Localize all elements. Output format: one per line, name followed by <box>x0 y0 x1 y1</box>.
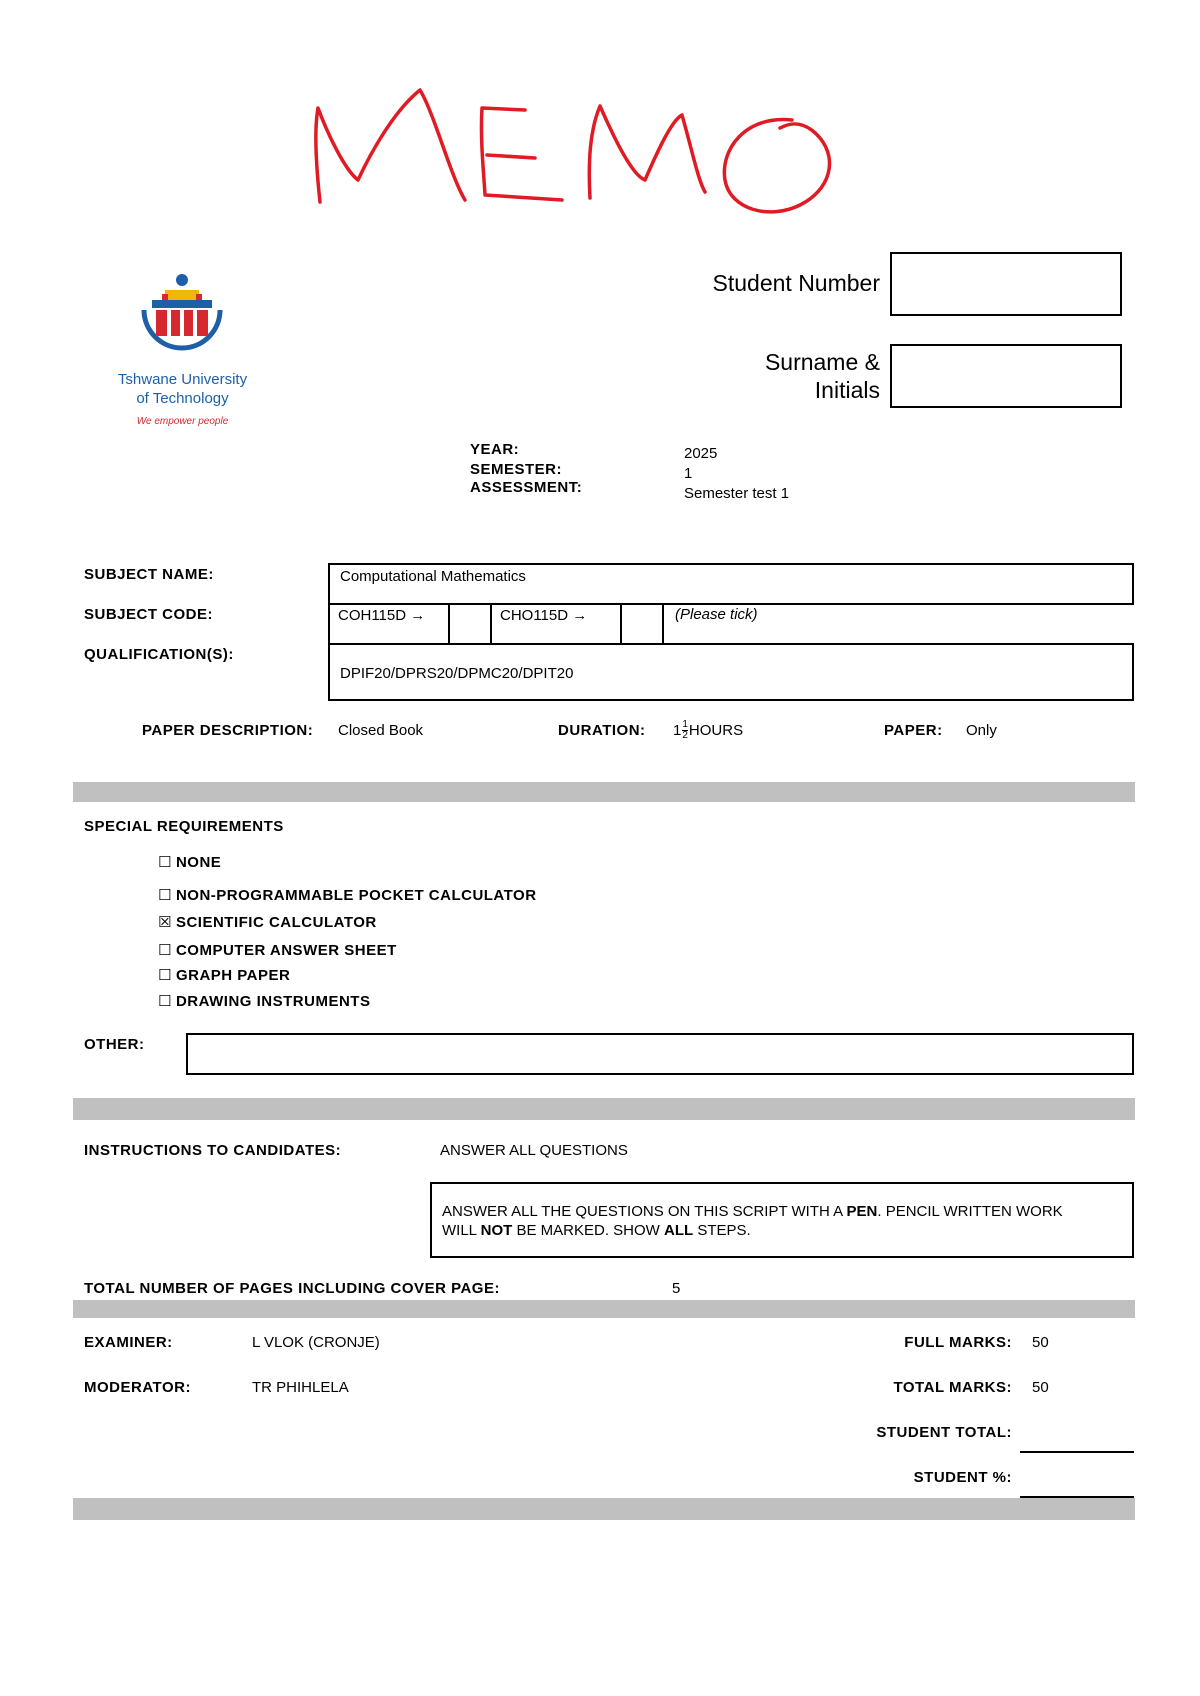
instructions-pen: PEN <box>846 1203 878 1220</box>
divider-bar-1 <box>73 782 1135 802</box>
assessment-label: ASSESSMENT: <box>470 479 583 496</box>
surname-label <box>640 348 880 404</box>
instructions-part5: STEPS. <box>693 1222 751 1239</box>
duration-value <box>673 720 743 741</box>
logo-emblem <box>132 270 232 362</box>
divider-bar-3 <box>73 1300 1135 1318</box>
requirement-item[interactable] <box>158 886 537 904</box>
instructions-box <box>430 1182 1134 1258</box>
instructions-label: INSTRUCTIONS TO CANDIDATES: <box>84 1142 342 1159</box>
requirement-item[interactable] <box>158 966 290 984</box>
special-requirements-title: SPECIAL REQUIREMENTS <box>84 818 284 835</box>
requirement-label: COMPUTER ANSWER SHEET <box>175 942 397 959</box>
duration-denominator: 2 <box>682 730 688 741</box>
duration-fraction <box>682 720 688 741</box>
checkbox-icon[interactable]: ☐ <box>158 854 172 871</box>
duration-numerator: 1 <box>682 719 688 730</box>
duration-unit: HOURS <box>688 722 744 739</box>
other-label: OTHER: <box>84 1036 145 1053</box>
paper-value: Only <box>966 722 997 739</box>
instructions-all: ALL <box>663 1222 694 1239</box>
subject-name-value: Computational Mathematics <box>340 568 526 585</box>
qualification-box <box>328 643 1134 701</box>
logo-name-line1: Tshwane University <box>117 371 248 388</box>
instructions-part4: BE MARKED. SHOW <box>512 1222 664 1239</box>
instructions-value: ANSWER ALL QUESTIONS <box>440 1142 628 1159</box>
full-marks-value: 50 <box>1032 1334 1049 1351</box>
paper-label: PAPER: <box>884 722 943 739</box>
total-marks-value: 50 <box>1032 1379 1049 1396</box>
subject-code-2: CHO115D → <box>500 607 588 624</box>
paper-description-value: Closed Book <box>338 722 424 739</box>
checkbox-icon[interactable]: ☐ <box>158 993 172 1010</box>
requirement-label: GRAPH PAPER <box>175 967 291 984</box>
moderator-value: TR PHIHLELA <box>252 1379 349 1396</box>
instructions-line-1 <box>442 1202 1126 1221</box>
checkbox-icon[interactable]: ☐ <box>158 887 172 904</box>
student-total-label: STUDENT TOTAL: <box>876 1424 1012 1441</box>
requirement-item[interactable] <box>158 913 377 931</box>
checked-checkbox-icon[interactable]: ☒ <box>158 914 172 931</box>
requirement-label: SCIENTIFIC CALCULATOR <box>175 914 377 931</box>
surname-label-line2: Initials <box>814 377 880 403</box>
requirement-label: NON-PROGRAMMABLE POCKET CALCULATOR <box>175 887 537 904</box>
assessment-value: Semester test 1 <box>684 485 790 502</box>
student-number-label: Student Number <box>712 270 880 296</box>
requirement-item[interactable] <box>158 853 221 871</box>
semester-label: SEMESTER: <box>470 461 563 478</box>
full-marks-label: FULL MARKS: <box>904 1334 1012 1351</box>
subject-name-box <box>328 563 1134 605</box>
duration-whole: 1 <box>673 722 682 739</box>
semester-value: 1 <box>684 465 693 482</box>
checkbox-icon[interactable]: ☐ <box>158 942 172 959</box>
moderator-label: MODERATOR: <box>84 1379 191 1396</box>
qualification-label: QUALIFICATION(S): <box>84 646 234 663</box>
student-number-field[interactable] <box>890 252 1122 316</box>
meta-labels <box>470 440 582 498</box>
instructions-part1: ANSWER ALL THE QUESTIONS ON THIS SCRIPT WITH A <box>442 1203 847 1220</box>
logo-tagline: We empower people <box>136 416 229 427</box>
university-logo <box>95 270 270 440</box>
total-pages-label: TOTAL NUMBER OF PAGES INCLUDING COVER PAGE: <box>84 1280 500 1297</box>
code-left-edge <box>328 603 330 645</box>
paper-description-label: PAPER DESCRIPTION: <box>142 722 314 739</box>
subject-code-label: SUBJECT CODE: <box>84 606 214 623</box>
surname-label-line1: Surname & <box>764 349 880 375</box>
requirement-label: NONE <box>175 854 222 871</box>
subject-code-1: COH115D → <box>338 607 426 624</box>
meta-values <box>684 444 789 504</box>
code2-tick-box[interactable] <box>620 603 664 645</box>
student-total-line[interactable] <box>1020 1451 1134 1453</box>
divider-bar-4 <box>73 1498 1135 1520</box>
instructions-line-2 <box>442 1221 1126 1240</box>
requirement-item[interactable] <box>158 992 370 1010</box>
examiner-label: EXAMINER: <box>84 1334 173 1351</box>
qualification-value: DPIF20/DPRS20/DPMC20/DPIT20 <box>340 665 574 682</box>
subject-name-label: SUBJECT NAME: <box>84 566 214 583</box>
duration-label: DURATION: <box>558 722 646 739</box>
instructions-box-text <box>442 1202 1126 1240</box>
tick-note: (Please tick) <box>675 606 758 623</box>
requirement-item[interactable] <box>158 941 397 959</box>
surname-initials-field[interactable] <box>890 344 1122 408</box>
memo-stamp <box>300 80 900 240</box>
student-percent-label: STUDENT %: <box>913 1469 1012 1486</box>
year-value: 2025 <box>684 445 718 462</box>
total-marks-label: TOTAL MARKS: <box>893 1379 1012 1396</box>
logo-name-line2: of Technology <box>136 390 229 407</box>
instructions-not: NOT <box>480 1222 513 1239</box>
divider-bar-2 <box>73 1098 1135 1120</box>
code1-tick-box[interactable] <box>448 603 492 645</box>
instructions-part2: . PENCIL WRITTEN WORK <box>877 1203 1063 1220</box>
examiner-value: L VLOK (CRONJE) <box>252 1334 380 1351</box>
instructions-part3: WILL <box>442 1222 481 1239</box>
other-field[interactable] <box>186 1033 1134 1075</box>
requirement-label: DRAWING INSTRUMENTS <box>175 993 371 1010</box>
total-pages-value: 5 <box>672 1280 681 1297</box>
year-label: YEAR: <box>470 441 520 458</box>
checkbox-icon[interactable]: ☐ <box>158 967 172 984</box>
